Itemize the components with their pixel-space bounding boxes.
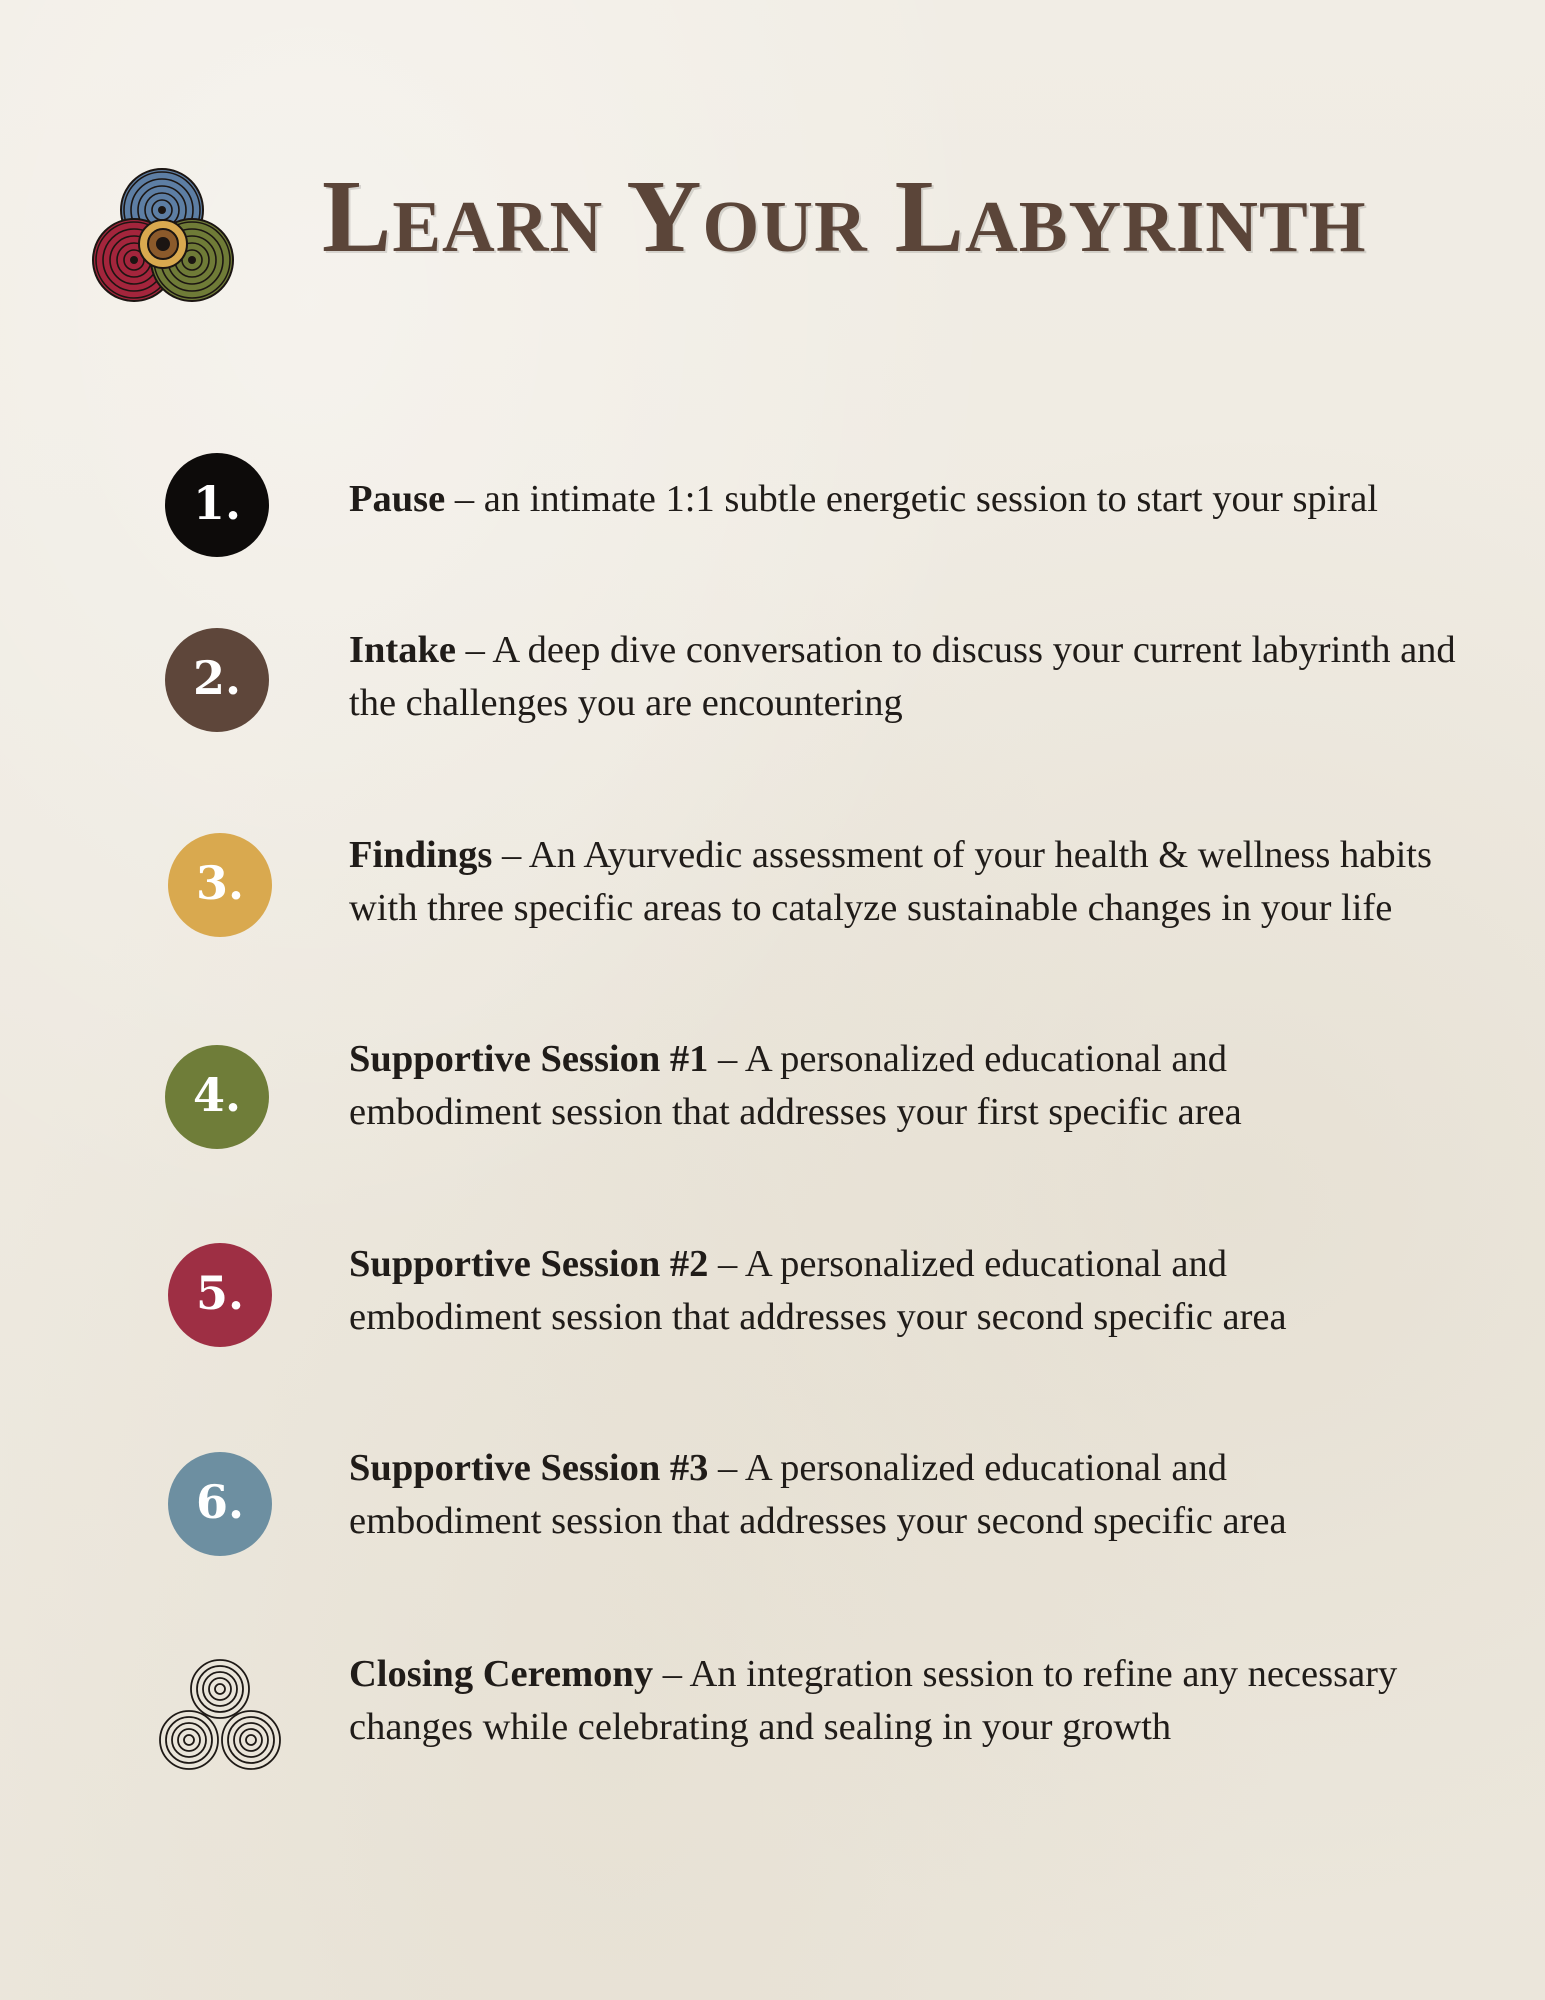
step-description: An Ayurvedic assessment of your health & wellness habits with three specific areas to catalyze sustainable changes in your life [349,834,1432,929]
step-name: Findings [349,834,493,876]
step-number: 1. [192,476,242,530]
step-number: 4. [192,1068,242,1122]
step-number: 2. [192,651,242,705]
step-text [349,1442,1349,1548]
step-separator: – [445,478,484,520]
step-separator: – [455,629,493,671]
step-separator: – [708,1243,745,1285]
step-number-badge [168,1452,272,1556]
step-name: Intake [349,629,456,671]
step-separator: – [708,1038,745,1080]
step-number-badge [168,833,272,937]
step-number: 3. [195,856,245,910]
step-description: A personalized educational and embodiment session that addresses your second specific area [349,1447,1287,1542]
triskele-spiral-icon [156,1655,284,1773]
page-title: Learn Your Labyrinth [322,159,1367,274]
step-number: 5. [195,1266,245,1320]
step-text [349,1033,1349,1139]
step-name: Pause [349,478,446,520]
step-number-badge [168,1243,272,1347]
step-text [349,1648,1429,1754]
triple-spiral-color-logo-icon [88,168,240,308]
step-number-badge [165,1045,269,1149]
step-name: Supportive Session #2 [349,1243,709,1285]
step-separator: – [653,1653,690,1695]
step-text [349,624,1489,730]
step-name: Closing Ceremony [349,1653,654,1695]
step-description: A deep dive conversation to discuss your current labyrinth and the challenges you are encountering [349,629,1456,724]
step-name: Supportive Session #3 [349,1447,709,1489]
step-description: an intimate 1:1 subtle energetic session to start your spiral [483,478,1378,520]
step-description: A personalized educational and embodiment session that addresses your second specific area [349,1243,1287,1338]
step-text [349,473,1489,526]
step-description: A personalized educational and embodiment session that addresses your first specific area [349,1038,1242,1133]
step-number-badge [165,628,269,732]
step-description: An integration session to refine any necessary changes while celebrating and sealing in your growth [349,1653,1398,1748]
step-separator: – [708,1447,745,1489]
step-text [349,1238,1349,1344]
step-number-badge [165,453,269,557]
step-name: Supportive Session #1 [349,1038,709,1080]
step-number: 6. [195,1475,245,1529]
step-separator: – [492,834,529,876]
step-text [349,829,1489,935]
